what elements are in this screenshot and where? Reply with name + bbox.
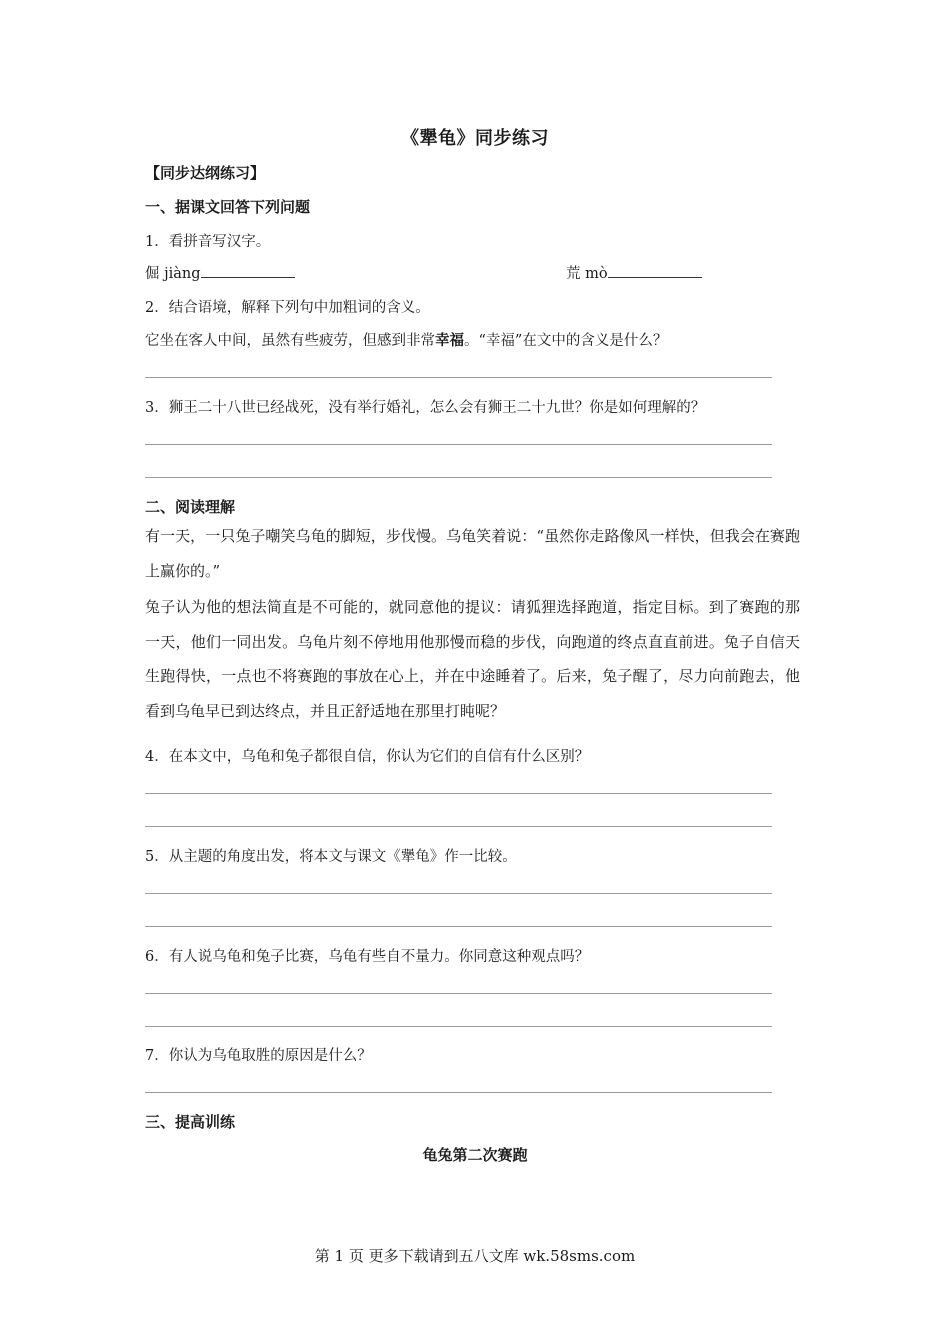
q1-item-b-blank[interactable] [608, 265, 702, 278]
answer-line[interactable] [145, 377, 772, 378]
question-6: 6．有人说乌龟和兔子比赛，乌龟有些自不量力。你同意这种观点吗？ [145, 949, 590, 965]
passage-paragraph-1: 有一天，一只兔子嘲笑乌龟的脚短，步伐慢。乌龟笑着说：“虽然你走路像风一样快，但我会在赛跑上赢你的。” [145, 527, 800, 580]
q2-sentence-post: 。“幸福”在文中的含义是什么？ [464, 333, 668, 349]
q2-sentence [145, 329, 667, 350]
q1-item-a-blank[interactable] [201, 265, 295, 278]
answer-line[interactable] [145, 926, 772, 927]
answer-line[interactable] [145, 793, 772, 794]
answer-line[interactable] [145, 477, 772, 478]
q2-sentence-pre: 它坐在客人中间，虽然有些疲劳，但感到非常 [145, 333, 435, 349]
question-2: 2．结合语境，解释下列句中加粗词的含义。 [145, 300, 430, 316]
q1-item-b [566, 262, 702, 283]
q1-item-b-label: 荒 mò [566, 266, 608, 282]
answer-line[interactable] [145, 1026, 772, 1027]
question-1: 1．看拼音写汉字。 [145, 234, 271, 250]
document-title: 《犟龟》同步练习 [401, 128, 549, 149]
q1-item-a [145, 262, 295, 283]
answer-line[interactable] [145, 893, 772, 894]
answer-line[interactable] [145, 826, 772, 827]
part1-heading: 一、据课文回答下列问题 [145, 198, 311, 216]
section-label: 【同步达纲练习】 [145, 164, 266, 182]
q2-bold-word: 幸福 [435, 333, 464, 349]
question-3: 3．狮王二十八世已经战死，没有举行婚礼，怎么会有狮王二十九世？你是如何理解的？ [145, 400, 706, 416]
page-footer: 第 1 页 更多下载请到五八文库 wk.58sms.com [314, 1247, 636, 1265]
part3-heading: 三、提高训练 [145, 1113, 236, 1131]
question-7: 7．你认为乌龟取胜的原因是什么？ [145, 1048, 372, 1064]
q1-item-a-label: 倔 jiàng [145, 266, 201, 282]
answer-line[interactable] [145, 444, 772, 445]
part3-subtitle: 龟兔第二次赛跑 [422, 1146, 528, 1164]
answer-line[interactable] [145, 993, 772, 994]
passage-paragraph-2: 兔子认为他的想法简直是不可能的，就同意他的提议：请狐狸选择跑道，指定目标。到了赛跑的那一天，他们一同出发。乌龟片刻不停地用他那慢而稳的步伐，向跑道的终点直直前进。兔子自信天生跑得快，一点也不将赛跑的事放在心上，并在中途睡着了。后来，兔子醒了，尽力向前跑去，他看到乌龟早已到达终点，并且正舒适地在那里打盹呢？ [145, 598, 800, 720]
answer-line[interactable] [145, 1092, 772, 1093]
question-4: 4．在本文中，乌龟和兔子都很自信，你认为它们的自信有什么区别？ [145, 749, 590, 765]
question-5: 5．从主题的角度出发，将本文与课文《犟龟》作一比较。 [145, 849, 517, 865]
part2-heading: 二、阅读理解 [145, 498, 236, 516]
